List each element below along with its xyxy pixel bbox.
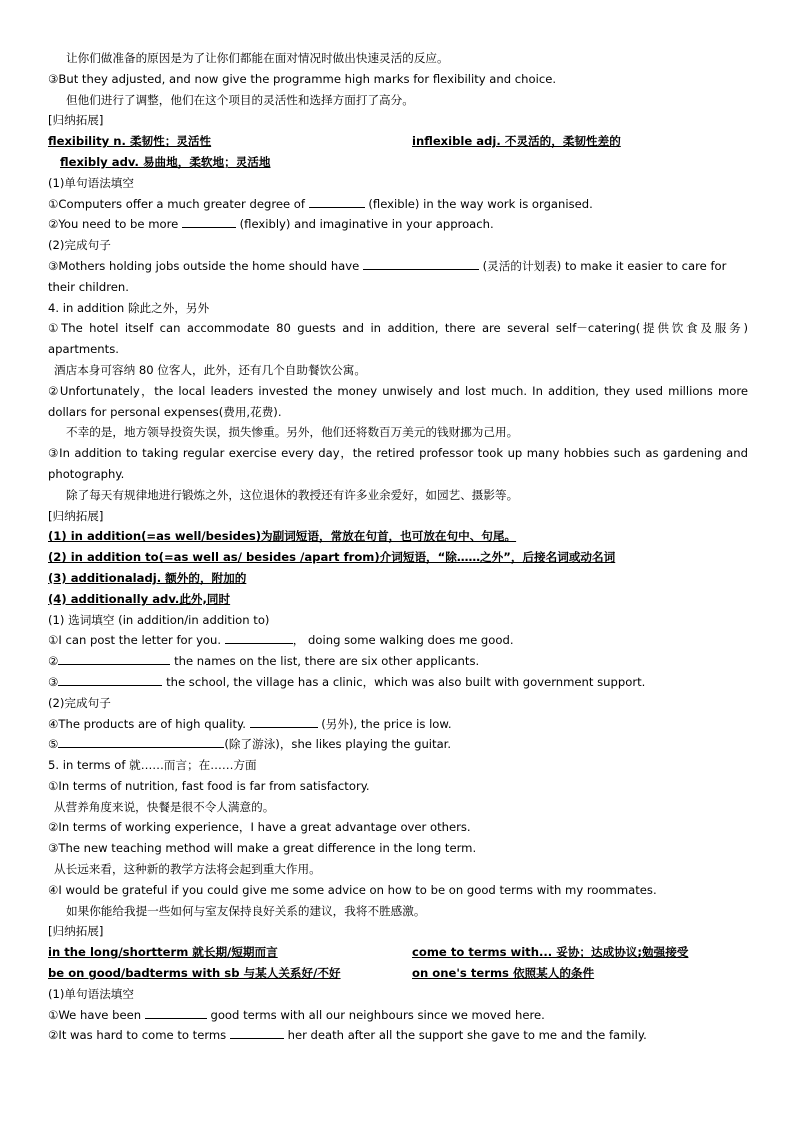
translation-line: 除了每天有规律地进行锻炼之外，这位退休的教授还有许多业余爱好，如园艺、摄影等。 (66, 487, 519, 502)
exercise-heading: (2)完成句子 (48, 238, 111, 253)
exercise-item: ⑤ (除了游泳)，she likes playing the guitar. (48, 734, 748, 755)
expansion-row (48, 963, 748, 984)
exercise-item: ①I can post the letter for you. ， doing some walking does me good. (48, 630, 748, 651)
example-sentence: ②In terms of working experience，I have a great advantage over others. (48, 820, 471, 835)
example-sentence-continued: dollars for personal expenses(费用,花费). (48, 404, 282, 419)
translation-line: 从营养角度来说，快餐是很不令人满意的。 (54, 799, 275, 814)
answer-blank[interactable] (225, 630, 293, 644)
grammar-note: (2) in addition to(=as well as/ besides /apart from)介词短语，“除……之外”，后接名词或动名词 (48, 550, 616, 565)
answer-blank[interactable] (182, 214, 236, 228)
exercise-item: ③ the school, the village has a clinic，which was also built with government support. (48, 672, 748, 693)
phrase-note: be on good/badterms with sb 与某人关系好/不好 (48, 966, 341, 981)
translation-line: 不幸的是，地方领导投资失误，损失惨重。另外，他们还将数百万美元的钱财挪为己用。 (66, 425, 519, 440)
exercise-item: ②You need to be more (flexibly) and imaginative in your approach. (48, 214, 748, 235)
vocab-note: flexibly adv. 易曲地，柔软地；灵活地 (60, 154, 271, 169)
answer-blank[interactable] (58, 734, 224, 748)
translation-line: 让你们做准备的原因是为了让你们都能在面对情况时做出快速灵活的反应。 (66, 51, 449, 65)
translation-line: 从长远来看，这种新的教学方法将会起到重大作用。 (54, 862, 321, 877)
example-sentence: ④I would be grateful if you could give me some advice on how to be on good terms with my roommates. (48, 882, 657, 897)
vocab-note: flexibility n. 柔韧性；灵活性 (48, 134, 212, 149)
exercise-heading: (1)单句语法填空 (48, 175, 134, 190)
phrase-note: in the long/shortterm 就长期/短期而言 (48, 945, 278, 960)
grammar-note: (3) additionaladj. 额外的，附加的 (48, 570, 247, 585)
answer-blank[interactable] (230, 1025, 284, 1039)
answer-blank[interactable] (309, 194, 365, 208)
section-heading: [归纳拓展] (48, 113, 104, 128)
exercise-item: ①Computers offer a much greater degree of (flexible) in the way work is organised. (48, 194, 748, 215)
expansion-row (48, 942, 748, 963)
section-heading: [归纳拓展] (48, 508, 104, 523)
answer-blank[interactable] (58, 651, 170, 665)
example-sentence: ③In addition to taking regular exercise every day，the retired professor took up many hobbies such as gardening and (48, 446, 748, 461)
exercise-heading: (1) 选词填空 (in addition/in addition to) (48, 612, 270, 627)
answer-blank[interactable] (58, 672, 162, 686)
translation-line: 如果你能给我提一些如何与室友保持良好关系的建议，我将不胜感激。 (66, 903, 426, 918)
example-sentence: ③But they adjusted, and now give the programme high marks for flexibility and choice. (48, 71, 557, 86)
translation-line: 酒店本身可容纳 80 位客人，此外，还有几个自助餐饮公寓。 (54, 362, 366, 377)
expansion-row (48, 131, 748, 152)
section-heading: [归纳拓展] (48, 924, 104, 939)
answer-blank[interactable] (250, 714, 318, 728)
vocab-note: inflexible adj. 不灵活的，柔韧性差的 (412, 134, 621, 149)
example-sentence: ①In terms of nutrition, fast food is far from satisfactory. (48, 778, 370, 793)
phrase-heading: 5. in terms of 就……而言；在……方面 (48, 758, 257, 773)
phrase-note: come to terms with... 妥协；达成协议;勉强接受 (412, 945, 689, 960)
answer-blank[interactable] (145, 1005, 207, 1019)
exercise-item: ②It was hard to come to terms her death after all the support she gave to me and the family. (48, 1025, 748, 1046)
worksheet-page (48, 48, 748, 1046)
exercise-item-continued: their children. (48, 279, 129, 294)
example-sentence-continued: apartments. (48, 342, 119, 357)
exercise-item: ①We have been good terms with all our neighbours since we moved here. (48, 1005, 748, 1026)
grammar-note: (1) in addition(=as well/besides)为副词短语，常放在句首，也可放在句中、句尾。 (48, 529, 517, 544)
answer-blank[interactable] (363, 256, 479, 270)
translation-line: 但他们进行了调整，他们在这个项目的灵活性和选择方面打了高分。 (66, 92, 414, 107)
example-sentence-continued: photography. (48, 466, 125, 481)
example-sentence: ②Unfortunately，the local leaders invested the money unwisely and lost much. In addition, they used millions more (48, 383, 748, 398)
phrase-heading: 4. in addition 除此之外，另外 (48, 300, 210, 315)
exercise-heading: (1)单句语法填空 (48, 986, 134, 1001)
example-sentence: ①The hotel itself can accommodate 80 guests and in addition, there are several self－catering(提供饮食及服务) (48, 321, 748, 336)
phrase-note: on one's terms 依照某人的条件 (412, 966, 595, 981)
example-sentence: ③The new teaching method will make a great difference in the long term. (48, 841, 477, 856)
exercise-heading: (2)完成句子 (48, 695, 111, 710)
exercise-item: ④The products are of high quality. (另外), the price is low. (48, 714, 748, 735)
exercise-item: ③Mothers holding jobs outside the home should have (灵活的计划表) to make it easier to care for (48, 256, 748, 277)
grammar-note: (4) additionally adv.此外,同时 (48, 591, 231, 606)
exercise-item: ② the names on the list, there are six other applicants. (48, 651, 748, 672)
